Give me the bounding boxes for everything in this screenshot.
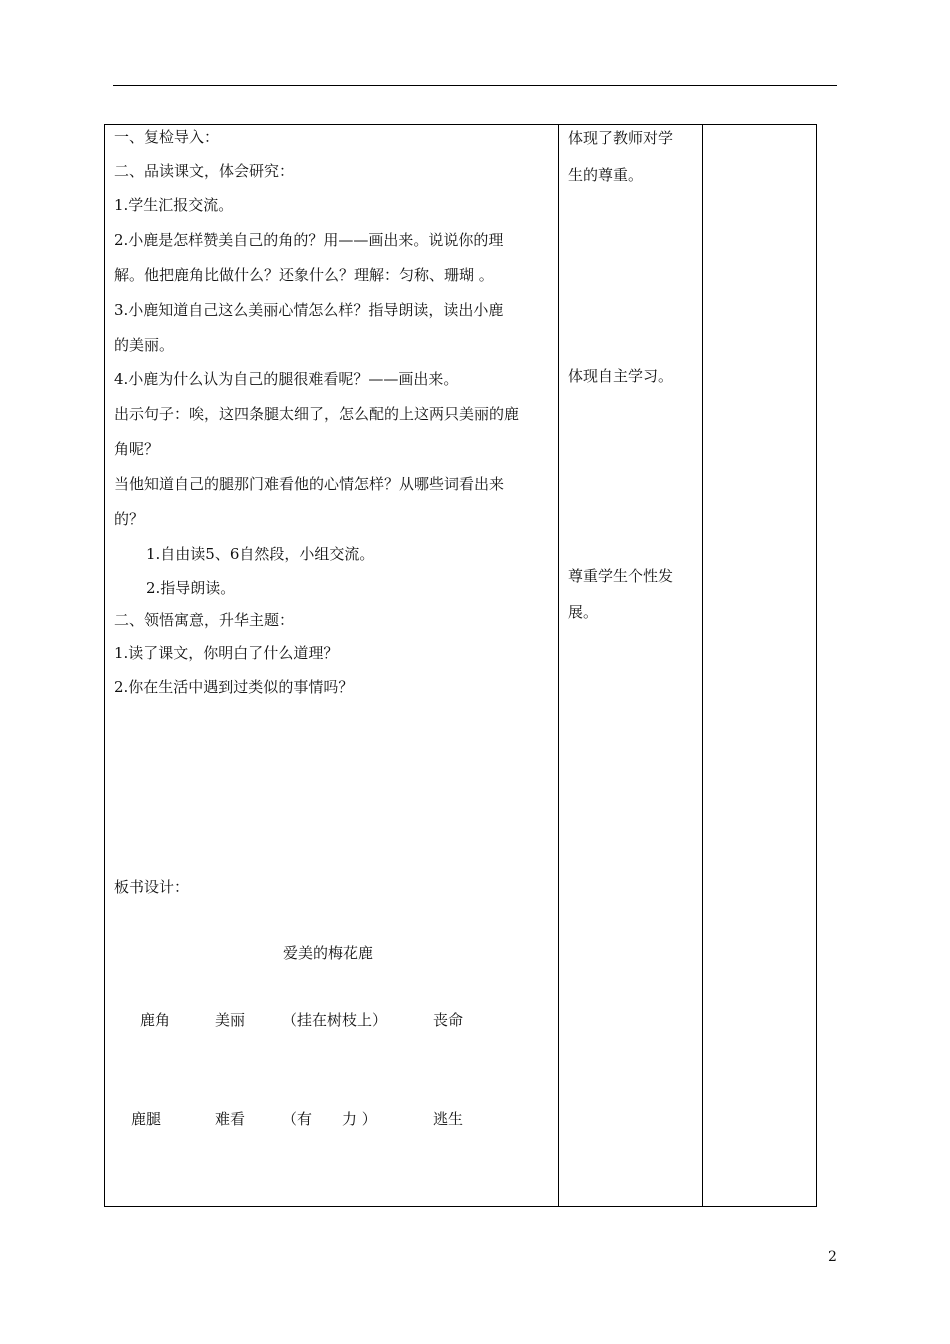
board-design-label: 板书设计：: [114, 878, 190, 896]
header-rule: [113, 85, 837, 86]
note-line: 尊重学生个性发: [568, 567, 674, 585]
note-line: 体现自主学习。: [568, 367, 674, 385]
note-line: 体现了教师对学: [568, 129, 674, 147]
sub-step-line: 1.自由读5、6自然段，小组交流。: [146, 545, 375, 563]
board-cell: 逃生: [433, 1110, 464, 1128]
column-divider-2: [702, 125, 703, 1206]
board-cell: 难看: [215, 1110, 246, 1128]
board-cell: （挂在树枝上）: [282, 1011, 388, 1029]
note-line: 展。: [568, 603, 599, 621]
board-cell: 鹿腿: [131, 1110, 162, 1128]
step-line: 解。他把鹿角比做什么？还象什么？理解：匀称、珊瑚 。: [114, 266, 494, 284]
step-line: 2.你在生活中遇到过类似的事情吗？: [114, 678, 354, 696]
step-line: 1.读了课文，你明白了什么道理？: [114, 644, 339, 662]
board-cell: （有 力 ）: [282, 1110, 377, 1128]
board-title: 爱美的梅花鹿: [283, 944, 374, 962]
step-line: 角呢？: [114, 440, 160, 458]
step-line: 4.小鹿为什么认为自己的腿很难看呢？——画出来。: [114, 370, 459, 388]
step-line: 1.学生汇报交流。: [114, 196, 234, 214]
page-number: 2: [828, 1249, 837, 1265]
step-line: 当他知道自己的腿那门难看他的心情怎样？从哪些词看出来: [114, 475, 505, 493]
step-line: 的美丽。: [114, 336, 175, 354]
section-heading: 一、复检导入：: [114, 128, 220, 146]
step-line: 2.小鹿是怎样赞美自己的角的？用——画出来。说说你的理: [114, 231, 504, 249]
lesson-table: [104, 124, 817, 1207]
board-cell: 丧命: [433, 1011, 464, 1029]
section-heading: 二、品读课文，体会研究：: [114, 162, 295, 180]
column-divider-1: [558, 125, 559, 1206]
section-heading: 二、领悟寓意，升华主题：: [114, 611, 295, 629]
step-line: 的？: [114, 510, 145, 528]
board-cell: 鹿角: [140, 1011, 171, 1029]
step-line: 出示句子：唉，这四条腿太细了，怎么配的上这两只美丽的鹿: [114, 405, 520, 423]
note-line: 生的尊重。: [568, 166, 644, 184]
sub-step-line: 2.指导朗读。: [146, 579, 236, 597]
board-cell: 美丽: [215, 1011, 246, 1029]
step-line: 3.小鹿知道自己这么美丽心情怎么样？指导朗读，读出小鹿: [114, 301, 504, 319]
